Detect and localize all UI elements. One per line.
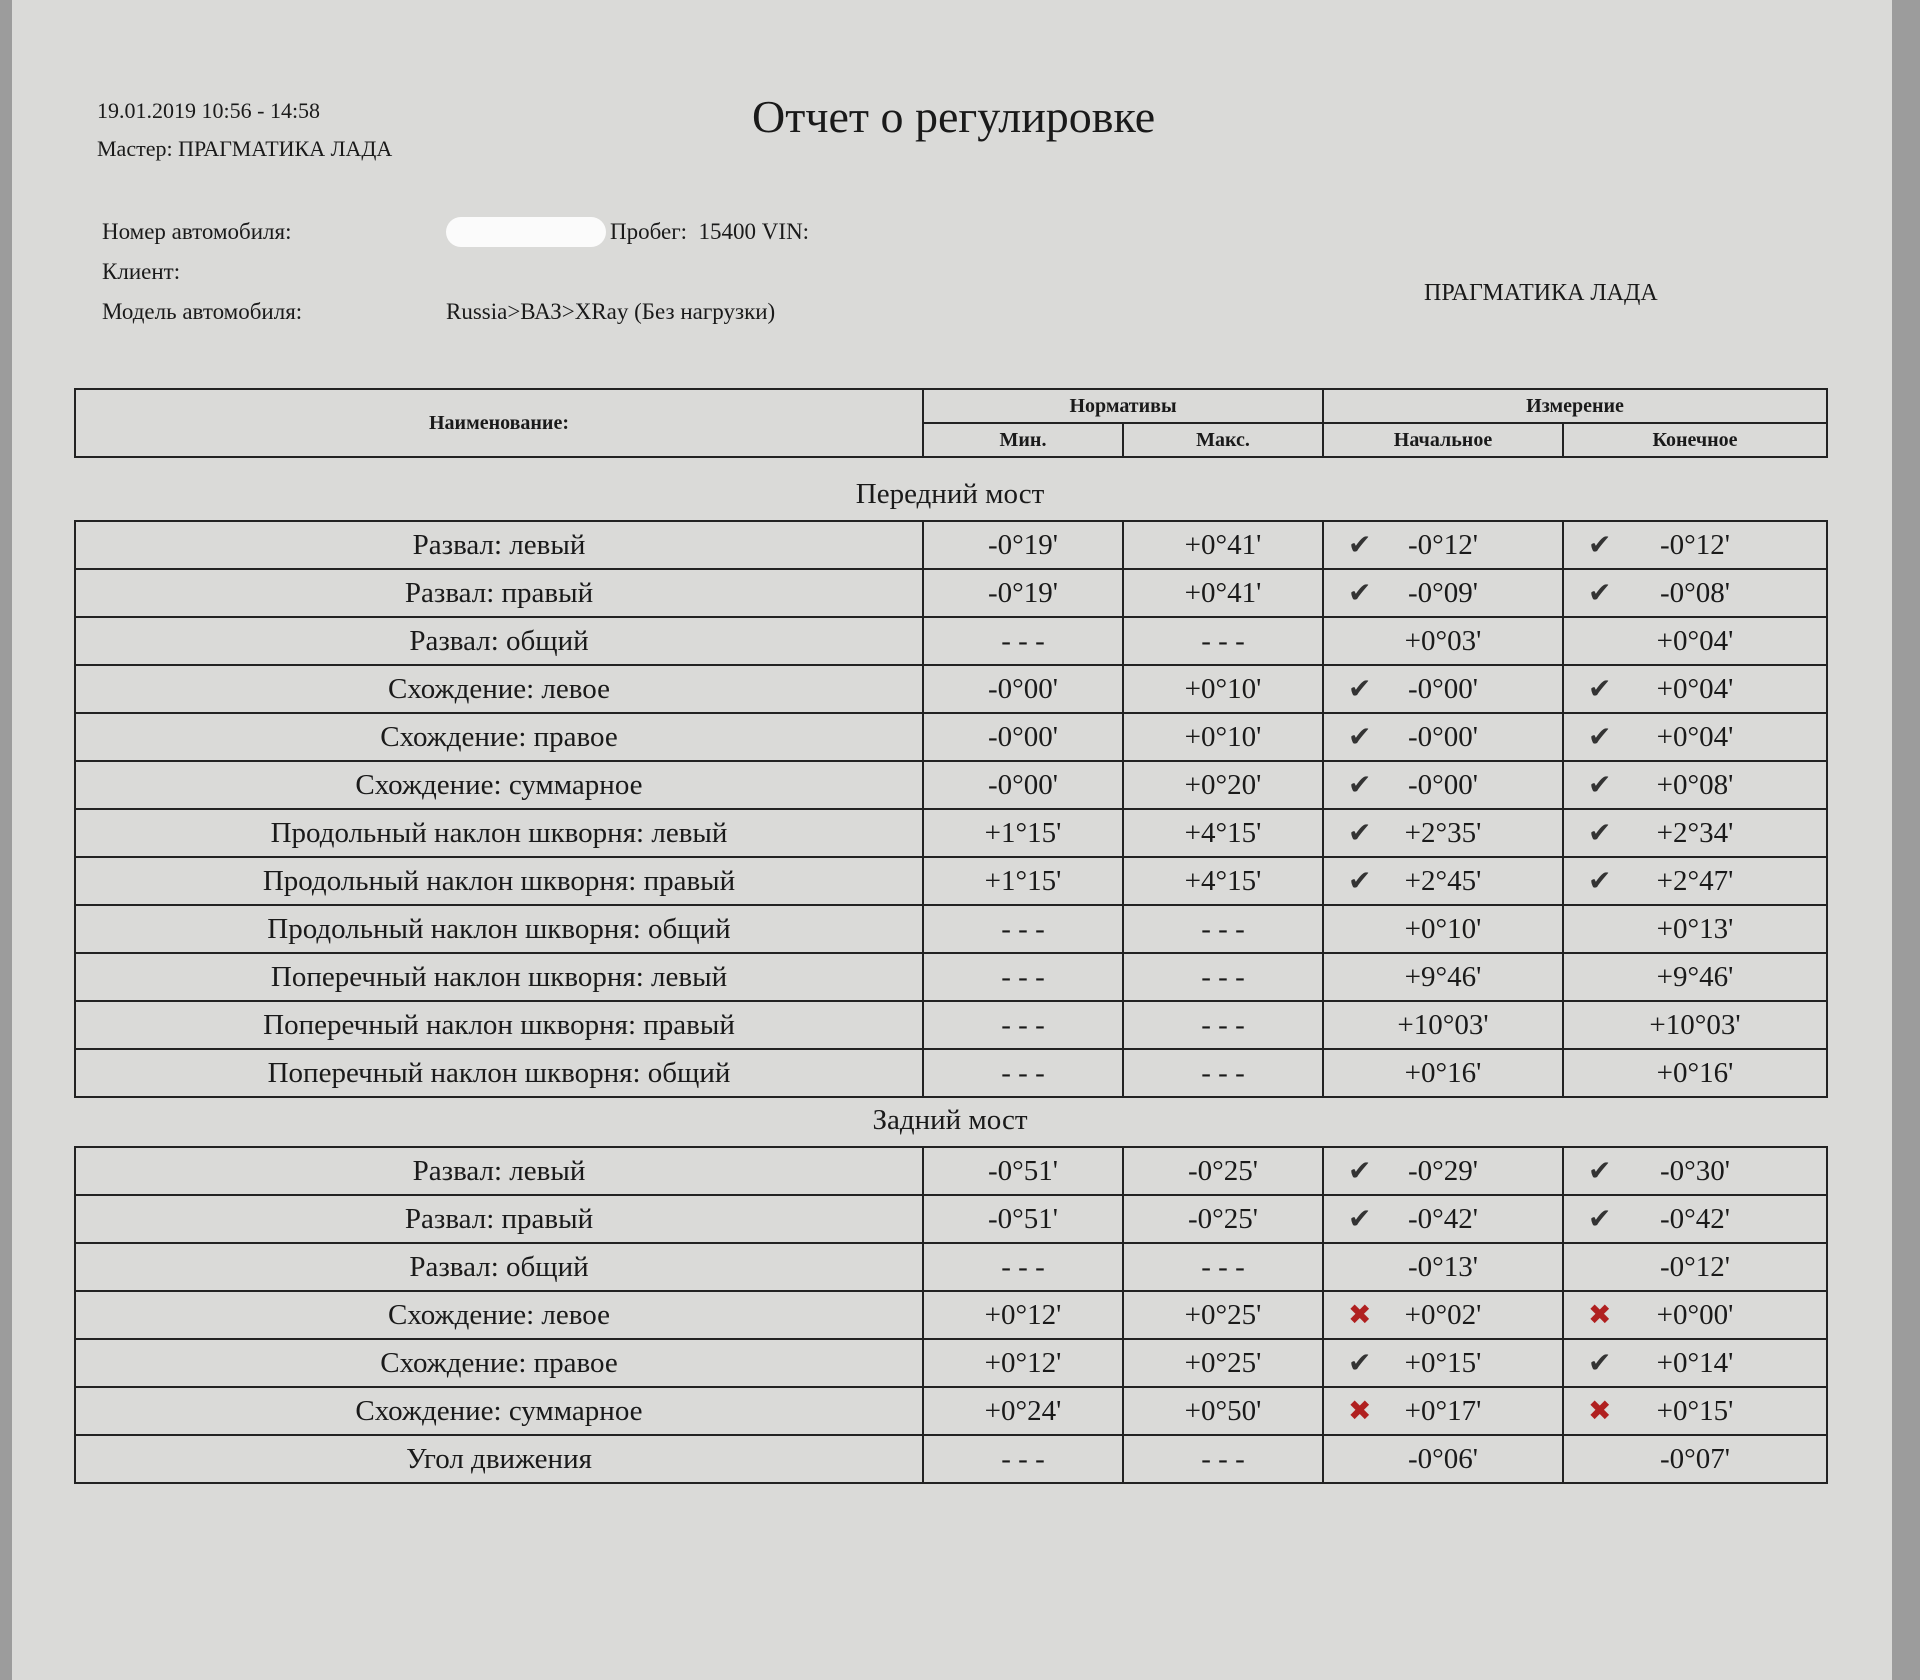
norm-min: +0°12' [923, 1291, 1123, 1339]
report-master: Мастер: ПРАГМАТИКА ЛАДА [97, 136, 393, 161]
measure-value: -0°42' [1660, 1202, 1730, 1235]
cross-icon: ✖ [1588, 1396, 1612, 1427]
check-icon: ✔ [1348, 866, 1372, 897]
param-name: Продольный наклон шкворня: левый [75, 809, 923, 857]
measure-value: +10°03' [1649, 1008, 1741, 1041]
param-name: Схождение: левое [75, 665, 923, 713]
measure-final [1563, 1291, 1827, 1339]
norm-max: +0°10' [1123, 713, 1323, 761]
measure-value: +0°15' [1656, 1394, 1734, 1427]
measure-initial [1323, 761, 1563, 809]
car-number-label: Номер автомобиля: [102, 219, 292, 244]
check-icon: ✔ [1588, 1156, 1612, 1187]
table-row [75, 521, 1827, 569]
norm-min: -0°51' [923, 1195, 1123, 1243]
norm-min: - - - [923, 953, 1123, 1001]
param-name: Продольный наклон шкворня: правый [75, 857, 923, 905]
client-label: Клиент: [102, 259, 181, 284]
measure-value: -0°29' [1408, 1154, 1478, 1187]
check-icon: ✔ [1588, 530, 1612, 561]
check-icon: ✔ [1588, 578, 1612, 609]
norm-max: +0°20' [1123, 761, 1323, 809]
param-name: Схождение: правое [75, 1339, 923, 1387]
norm-min: - - - [923, 1049, 1123, 1097]
measure-value: -0°12' [1660, 528, 1730, 561]
table-row [75, 953, 1827, 1001]
norm-min: -0°00' [923, 665, 1123, 713]
measure-value: -0°12' [1660, 1250, 1730, 1283]
measure-value: -0°42' [1408, 1202, 1478, 1235]
measure-initial [1323, 1243, 1563, 1291]
vehicle-info [102, 212, 809, 332]
header-name: Наименование: [75, 389, 923, 457]
measure-value: -0°07' [1660, 1442, 1730, 1475]
cross-icon: ✖ [1348, 1396, 1372, 1427]
measure-final [1563, 713, 1827, 761]
check-icon: ✔ [1348, 578, 1372, 609]
measure-value: +0°14' [1656, 1346, 1734, 1379]
norm-min: - - - [923, 1001, 1123, 1049]
section-title-front: Передний мост [855, 478, 1045, 510]
param-name: Поперечный наклон шкворня: общий [75, 1049, 923, 1097]
measure-initial [1323, 809, 1563, 857]
check-icon: ✔ [1588, 818, 1612, 849]
table-row [75, 665, 1827, 713]
check-icon: ✔ [1588, 674, 1612, 705]
check-icon: ✔ [1348, 1156, 1372, 1187]
check-icon: ✔ [1348, 1204, 1372, 1235]
measure-final [1563, 1049, 1827, 1097]
measure-final [1563, 761, 1827, 809]
table-row [75, 569, 1827, 617]
cross-icon: ✖ [1588, 1300, 1612, 1331]
param-name: Схождение: суммарное [75, 1387, 923, 1435]
norm-min: -0°19' [923, 521, 1123, 569]
measure-final [1563, 1001, 1827, 1049]
section-title-rear: Задний мост [872, 1104, 1028, 1136]
table-row [75, 1291, 1827, 1339]
measure-value: -0°09' [1408, 576, 1478, 609]
measure-value: +10°03' [1397, 1008, 1489, 1041]
measure-initial [1323, 1435, 1563, 1483]
param-name: Схождение: левое [75, 1291, 923, 1339]
param-name: Продольный наклон шкворня: общий [75, 905, 923, 953]
report-meta [97, 92, 392, 168]
measure-value: +0°03' [1404, 624, 1482, 657]
check-icon: ✔ [1348, 722, 1372, 753]
norm-max: - - - [1123, 1243, 1323, 1291]
table-row [75, 1435, 1827, 1483]
measure-initial [1323, 617, 1563, 665]
norm-max: +0°50' [1123, 1387, 1323, 1435]
norm-min: - - - [923, 617, 1123, 665]
measure-value: +0°16' [1404, 1056, 1482, 1089]
company-name: ПРАГМАТИКА ЛАДА [1424, 280, 1658, 306]
param-name: Развал: общий [75, 617, 923, 665]
check-icon: ✔ [1348, 530, 1372, 561]
measure-final [1563, 665, 1827, 713]
norm-max: +4°15' [1123, 809, 1323, 857]
norm-min: +0°12' [923, 1339, 1123, 1387]
report-datetime: 19.01.2019 10:56 - 14:58 [97, 98, 321, 123]
check-icon: ✔ [1348, 674, 1372, 705]
check-icon: ✔ [1348, 770, 1372, 801]
table-row [75, 1001, 1827, 1049]
measure-value: +9°46' [1656, 960, 1734, 993]
norm-max: - - - [1123, 617, 1323, 665]
check-icon: ✔ [1348, 1348, 1372, 1379]
check-icon: ✔ [1348, 818, 1372, 849]
norm-max: - - - [1123, 1049, 1323, 1097]
measure-value: +0°16' [1656, 1056, 1734, 1089]
measure-value: -0°12' [1408, 528, 1478, 561]
norm-max: +0°25' [1123, 1291, 1323, 1339]
param-name: Развал: левый [75, 1147, 923, 1195]
measure-final [1563, 1195, 1827, 1243]
measure-final [1563, 809, 1827, 857]
measure-value: +2°35' [1404, 816, 1482, 849]
norm-min: +1°15' [923, 809, 1123, 857]
measure-initial [1323, 1195, 1563, 1243]
model-label: Модель автомобиля: [102, 299, 303, 324]
norm-min: +1°15' [923, 857, 1123, 905]
cross-icon: ✖ [1348, 1300, 1372, 1331]
table-row [75, 1387, 1827, 1435]
measure-initial [1323, 857, 1563, 905]
measure-value: +0°15' [1404, 1346, 1482, 1379]
measure-initial [1323, 1291, 1563, 1339]
norm-max: - - - [1123, 1435, 1323, 1483]
measure-initial [1323, 713, 1563, 761]
table-row [75, 761, 1827, 809]
measure-final [1563, 569, 1827, 617]
norm-min: +0°24' [923, 1387, 1123, 1435]
param-name: Развал: общий [75, 1243, 923, 1291]
norm-min: - - - [923, 1243, 1123, 1291]
norm-max: -0°25' [1123, 1195, 1323, 1243]
measure-final [1563, 1147, 1827, 1195]
table-row [75, 1147, 1827, 1195]
table-row [75, 1243, 1827, 1291]
norm-max: - - - [1123, 905, 1323, 953]
measure-value: +9°46' [1404, 960, 1482, 993]
param-name: Поперечный наклон шкворня: правый [75, 1001, 923, 1049]
measure-value: -0°13' [1408, 1250, 1478, 1283]
norm-min: - - - [923, 1435, 1123, 1483]
measure-initial [1323, 521, 1563, 569]
param-name: Схождение: правое [75, 713, 923, 761]
measure-final [1563, 1243, 1827, 1291]
param-name: Развал: правый [75, 569, 923, 617]
check-icon: ✔ [1588, 1204, 1612, 1235]
measure-initial [1323, 1001, 1563, 1049]
param-name: Угол движения [75, 1435, 923, 1483]
measure-value: +2°34' [1656, 816, 1734, 849]
norm-min: -0°00' [923, 713, 1123, 761]
table-row [75, 857, 1827, 905]
measure-initial [1323, 1049, 1563, 1097]
redacted-plate [446, 217, 606, 247]
measure-value: +0°00' [1656, 1298, 1734, 1331]
param-name: Поперечный наклон шкворня: левый [75, 953, 923, 1001]
measure-initial [1323, 905, 1563, 953]
header-initial: Начальное [1323, 423, 1563, 457]
measure-value: -0°00' [1408, 720, 1478, 753]
check-icon: ✔ [1588, 770, 1612, 801]
measure-initial [1323, 1387, 1563, 1435]
check-icon: ✔ [1588, 722, 1612, 753]
table-row [75, 1339, 1827, 1387]
measure-value: -0°08' [1660, 576, 1730, 609]
table-row [75, 617, 1827, 665]
norm-max: +0°41' [1123, 521, 1323, 569]
vin-label: VIN: [761, 219, 810, 244]
header-final: Конечное [1563, 423, 1827, 457]
measure-initial [1323, 1339, 1563, 1387]
measure-initial [1323, 1147, 1563, 1195]
table-row [75, 905, 1827, 953]
mileage-label: Пробег: [610, 219, 688, 244]
header-max: Макс. [1123, 423, 1323, 457]
measure-final [1563, 905, 1827, 953]
norm-max: +0°41' [1123, 569, 1323, 617]
mileage-value: 15400 [698, 219, 757, 244]
measure-final [1563, 953, 1827, 1001]
table-row [75, 1049, 1827, 1097]
measure-final [1563, 1435, 1827, 1483]
norm-max: +0°25' [1123, 1339, 1323, 1387]
measure-initial [1323, 665, 1563, 713]
report-title: Отчет о регулировке [752, 91, 1156, 142]
front-axle-table [74, 520, 1828, 1098]
measure-initial [1323, 953, 1563, 1001]
measure-final [1563, 521, 1827, 569]
measure-value: +0°04' [1656, 624, 1734, 657]
norm-max: -0°25' [1123, 1147, 1323, 1195]
measure-value: +0°04' [1656, 720, 1734, 753]
norm-max: +0°10' [1123, 665, 1323, 713]
measure-value: +0°10' [1404, 912, 1482, 945]
header-measurement: Измерение [1323, 389, 1827, 423]
measure-value: -0°30' [1660, 1154, 1730, 1187]
measure-final [1563, 857, 1827, 905]
norm-max: - - - [1123, 1001, 1323, 1049]
report-sheet [12, 0, 1892, 1680]
param-name: Развал: левый [75, 521, 923, 569]
header-min: Мин. [923, 423, 1123, 457]
table-row [75, 1195, 1827, 1243]
norm-min: -0°19' [923, 569, 1123, 617]
measure-value: +0°13' [1656, 912, 1734, 945]
norm-min: -0°00' [923, 761, 1123, 809]
table-row [75, 809, 1827, 857]
param-name: Развал: правый [75, 1195, 923, 1243]
measure-final [1563, 1339, 1827, 1387]
table-header [74, 388, 1828, 458]
measure-value: +0°04' [1656, 672, 1734, 705]
norm-max: +4°15' [1123, 857, 1323, 905]
measure-final [1563, 1387, 1827, 1435]
norm-max: - - - [1123, 953, 1323, 1001]
measure-initial [1323, 569, 1563, 617]
header-norms: Нормативы [923, 389, 1323, 423]
measure-value: +0°02' [1404, 1298, 1482, 1331]
norm-min: -0°51' [923, 1147, 1123, 1195]
table-row [75, 713, 1827, 761]
measure-value: +2°47' [1656, 864, 1734, 897]
measure-value: +2°45' [1404, 864, 1482, 897]
check-icon: ✔ [1588, 866, 1612, 897]
rear-axle-table [74, 1146, 1828, 1484]
model-value: Russia>ВАЗ>XRay (Без нагрузки) [446, 299, 776, 324]
norm-min: - - - [923, 905, 1123, 953]
check-icon: ✔ [1588, 1348, 1612, 1379]
measure-value: +0°17' [1404, 1394, 1482, 1427]
measure-value: -0°06' [1408, 1442, 1478, 1475]
measure-value: -0°00' [1408, 672, 1478, 705]
measure-value: -0°00' [1408, 768, 1478, 801]
measure-value: +0°08' [1656, 768, 1734, 801]
param-name: Схождение: суммарное [75, 761, 923, 809]
measure-final [1563, 617, 1827, 665]
